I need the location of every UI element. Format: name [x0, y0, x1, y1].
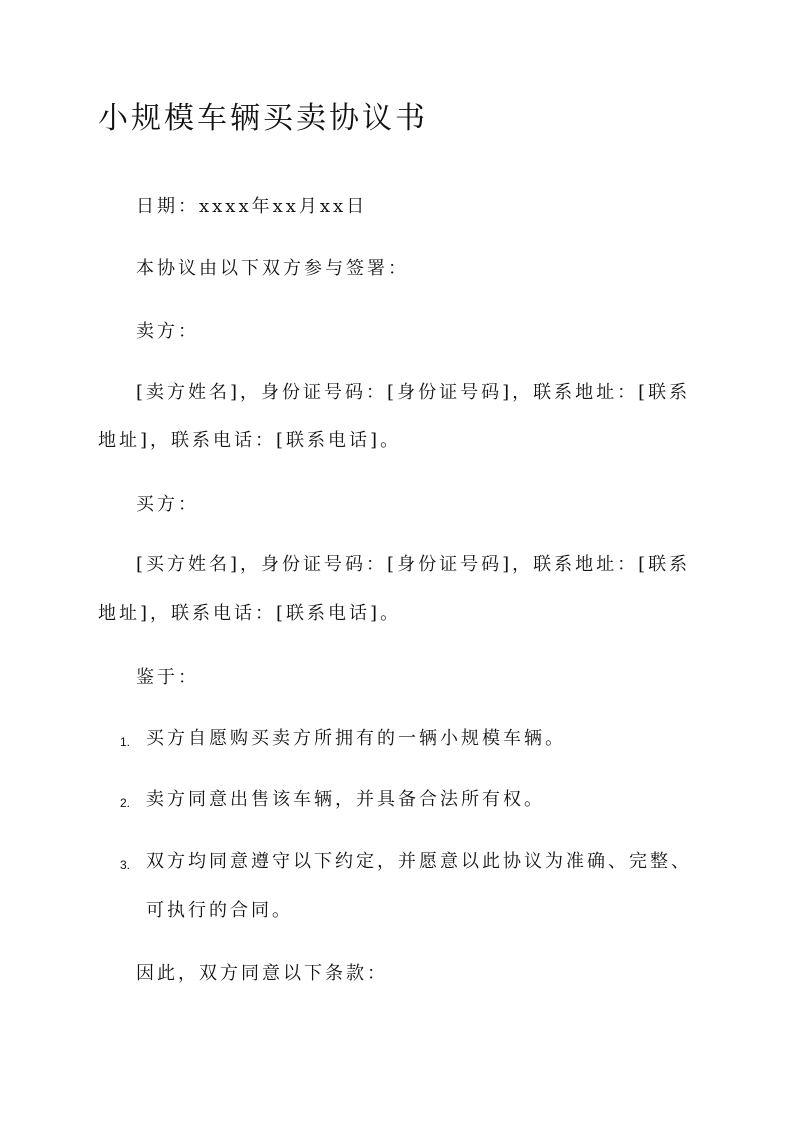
list-item-text: 买方自愿购买卖方所拥有的一辆小规模车辆。 — [146, 728, 566, 749]
buyer-heading: 买方： — [136, 494, 199, 515]
list-item-text: 双方均同意遵守以下约定，并愿意以此协议为准确、完整、 — [146, 851, 692, 872]
intro-paragraph: 本协议由以下双方参与签署： — [136, 258, 409, 279]
buyer-info-line-1: [买方姓名]，身份证号码：[身份证号码]，联系地址：[联系 — [136, 554, 691, 575]
date-line: 日期：xxxx年xx月xx日 — [136, 196, 368, 217]
whereas-heading: 鉴于： — [136, 667, 199, 688]
buyer-info-line-2: 地址]，联系电话：[联系电话]。 — [98, 603, 402, 624]
seller-info-line-2: 地址]，联系电话：[联系电话]。 — [98, 430, 402, 451]
document-title: 小规模车辆买卖协议书 — [98, 101, 428, 136]
conclusion-paragraph: 因此，双方同意以下条款： — [136, 963, 388, 984]
list-number: 1. — [120, 735, 131, 749]
list-item-text: 卖方同意出售该车辆，并具备合法所有权。 — [146, 789, 545, 810]
seller-info-line-1: [卖方姓名]，身份证号码：[身份证号码]，联系地址：[联系 — [136, 382, 691, 403]
list-number: 2. — [120, 796, 131, 810]
list-number: 3. — [120, 858, 131, 872]
list-item-text-continued: 可执行的合同。 — [146, 900, 293, 921]
seller-heading: 卖方： — [136, 321, 199, 342]
